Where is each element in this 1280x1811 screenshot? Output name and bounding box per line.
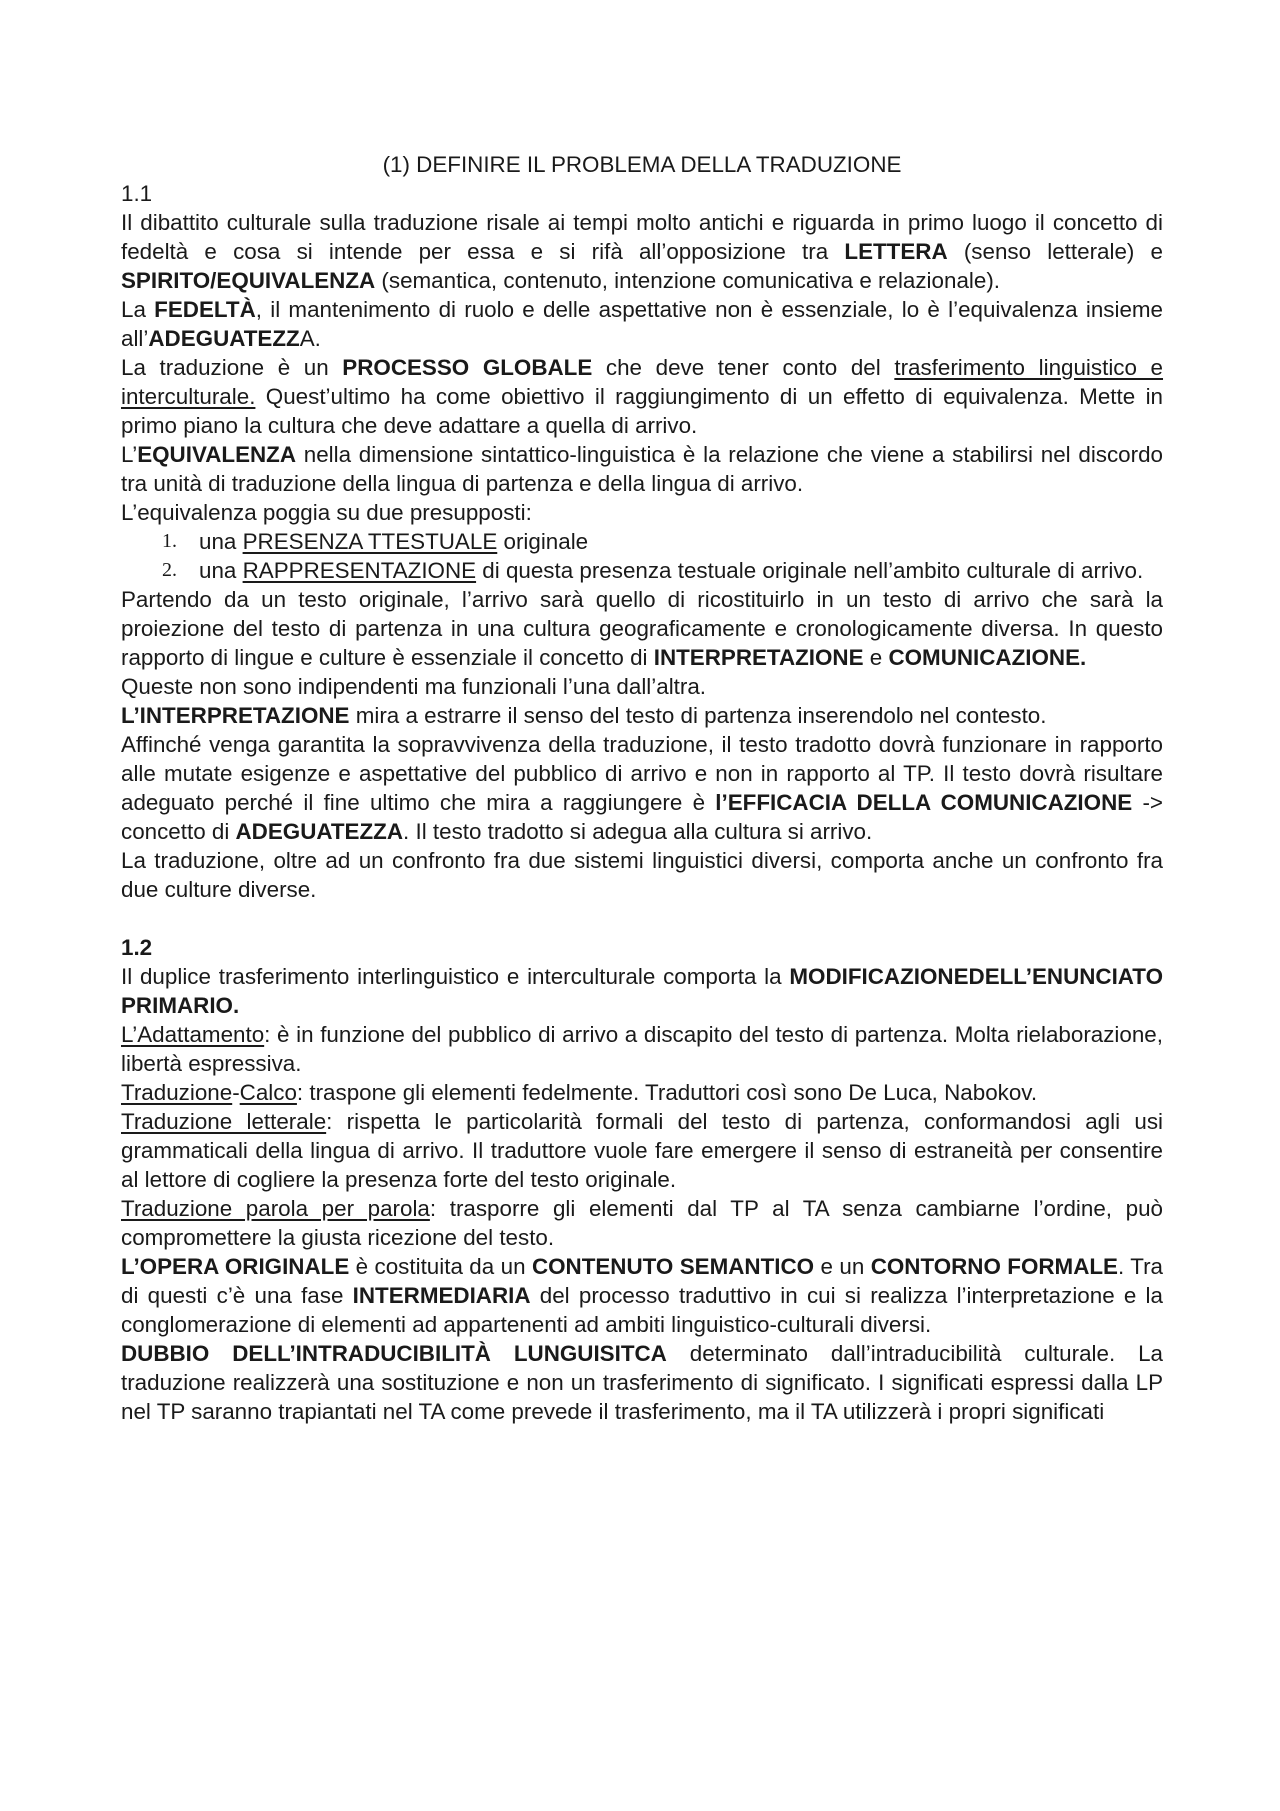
- paragraph: La traduzione, oltre ad un confronto fra due sistemi linguistici diversi, comporta anche un confronto fra due culture diverse.: [121, 848, 1163, 902]
- paragraph: Traduzione-Calco: traspone gli elementi fedelmente. Traduttori così sono De Luca, Nabokov.: [121, 1080, 1038, 1105]
- paragraph: La FEDELTÀ, il mantenimento di ruolo e delle aspettative non è essenziale, lo è l’equivalenza insieme all’ADEGUATEZZA.: [121, 297, 1163, 351]
- section-1-1: [121, 179, 1163, 904]
- document-page: [121, 150, 1163, 1426]
- paragraph: L’equivalenza poggia su due presupposti:: [121, 500, 532, 525]
- paragraph: DUBBIO DELL’INTRADUCIBILITÀ LUNGUISITCA determinato dall’intraducibilità culturale. La traduzione realizzerà una sostituzione e non un trasferimento di significato. I significati espressi dalla LP nel TP saranno trapiantati nel TA come prevede il trasferimento, ma il TA utilizzerà i propri significati: [121, 1341, 1163, 1424]
- paragraph: L’INTERPRETAZIONE mira a estrarre il senso del testo di partenza inserendolo nel contesto.: [121, 703, 1047, 728]
- section-1-2: [121, 933, 1163, 1426]
- paragraph: L’EQUIVALENZA nella dimensione sintattico-linguistica è la relazione che viene a stabilirsi nel discordo tra unità di traduzione della lingua di partenza e della lingua di arrivo.: [121, 442, 1163, 496]
- section-gap: [121, 904, 1163, 933]
- list-item: una PRESENZA TTESTUALE originale: [199, 529, 589, 554]
- section-number: 1.1: [121, 181, 153, 206]
- list-item: una RAPPRESENTAZIONE di questa presenza testuale originale nell’ambito culturale di arrivo.: [199, 558, 1144, 583]
- paragraph: Partendo da un testo originale, l’arrivo sarà quello di ricostituirlo in un testo di arrivo che sarà la proiezione del testo di partenza in una cultura geograficamente e cronologicamente diversa. In questo rapporto di lingue e culture è essenziale il concetto di INTERPRETAZIONE e COMUNICAZIONE.: [121, 587, 1163, 670]
- paragraph: Il dibattito culturale sulla traduzione risale ai tempi molto antichi e riguarda in primo luogo il concetto di fedeltà e cosa si intende per essa e si rifà all’opposizione tra LETTERA (senso letterale) e SPIRITO/EQUIVALENZA (semantica, contenuto, intenzione comunicativa e relazionale).: [121, 210, 1164, 293]
- numbered-list: [121, 527, 1163, 585]
- section-number: 1.2: [121, 935, 153, 960]
- paragraph: La traduzione è un PROCESSO GLOBALE che deve tener conto del trasferimento linguistico e interculturale. Quest’ultimo ha come obiettivo il raggiungimento di un effetto di equivalenza. Mette in primo piano la cultura che deve adattare a quella di arrivo.: [121, 355, 1164, 438]
- paragraph: L’Adattamento: è in funzione del pubblico di arrivo a discapito del testo di partenza. Molta rielaborazione, libertà espressiva.: [121, 1022, 1163, 1076]
- document-title: (1) DEFINIRE IL PROBLEMA DELLA TRADUZIONE: [382, 152, 902, 177]
- paragraph: Il duplice trasferimento interlinguistico e interculturale comporta la MODIFICAZIONEDELL’ENUNCIATO PRIMARIO.: [121, 964, 1163, 1018]
- paragraph: Affinché venga garantita la sopravvivenza della traduzione, il testo tradotto dovrà funzionare in rapporto alle mutate esigenze e aspettative del pubblico di arrivo e non in rapporto al TP. Il testo dovrà risultare adeguato perché il fine ultimo che mira a raggiungere è l’EFFICACIA DELLA COMUNICAZIONE -> concetto di ADEGUATEZZA. Il testo tradotto si adegua alla cultura si arrivo.: [121, 732, 1163, 844]
- paragraph: Queste non sono indipendenti ma funzionali l’una dall’altra.: [121, 674, 707, 699]
- paragraph: Traduzione parola per parola: trasporre gli elementi dal TP al TA senza cambiarne l’ordine, può compromettere la giusta ricezione del testo.: [121, 1196, 1163, 1250]
- paragraph: L’OPERA ORIGINALE è costituita da un CONTENUTO SEMANTICO e un CONTORNO FORMALE. Tra di questi c’è una fase INTERMEDIARIA del processo traduttivo in cui si realizza l’interpretazione e la conglomerazione di elementi ad appartenenti ad ambiti linguistico-culturali diversi.: [121, 1254, 1163, 1337]
- paragraph: Traduzione letterale: rispetta le particolarità formali del testo di partenza, conformandosi agli usi grammaticali della lingua di arrivo. Il traduttore vuole fare emergere il senso di estraneità per consentire al lettore di cogliere la presenza forte del testo originale.: [121, 1109, 1163, 1192]
